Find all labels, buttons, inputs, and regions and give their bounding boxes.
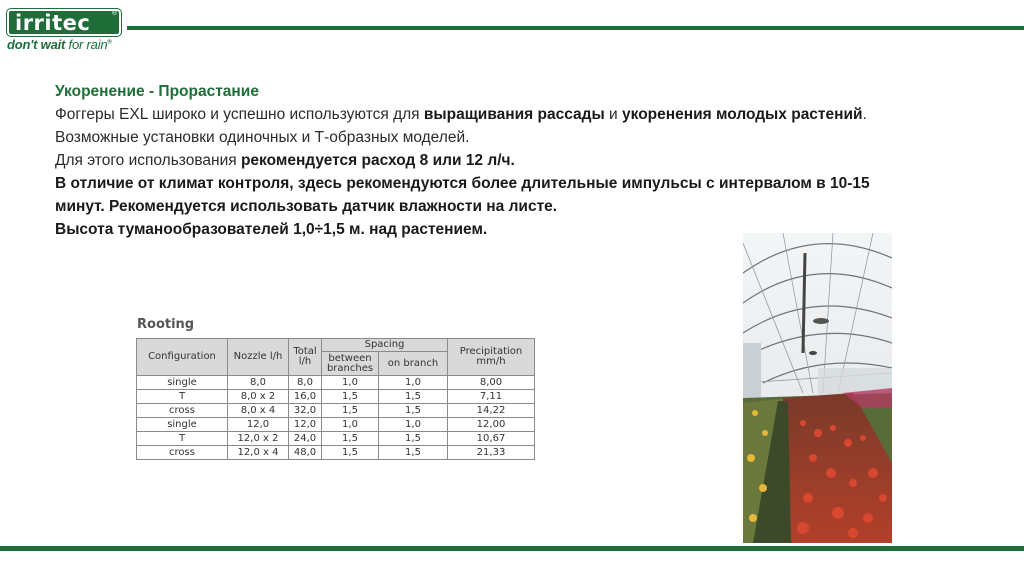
irritec-logo [7,9,121,36]
header-line: mm/h [476,356,506,367]
footer-divider [0,546,1024,551]
text-line: Возможные установки одиночных и Т-образных моделей. [55,129,470,146]
cell-precip: 21,33 [448,446,535,460]
cell-total: 48,0 [289,446,322,460]
cell-precip: 8,00 [448,376,535,390]
cell-config: single [137,376,228,390]
text-line [55,149,985,172]
cell-nozzle: 8,0 x 4 [228,404,289,418]
tagline [7,37,112,52]
header-line: between [328,352,372,364]
cell-precip: 14,22 [448,404,535,418]
cell-between: 1,5 [322,390,379,404]
tagline-bold: don't wait [7,37,66,52]
col-header-total [289,339,322,376]
text-span-bold: выращивания рассады [423,106,605,123]
header-line: l/h [298,356,312,367]
greenhouse-illustration [743,233,892,543]
cell-total: 16,0 [289,390,322,404]
cell-on-branch: 1,5 [379,432,448,446]
cell-total: 32,0 [289,404,322,418]
col-header-spacing: Spacing [322,339,448,352]
cell-precip: 7,11 [448,390,535,404]
text-line: минут. Рекомендуется использовать датчик влажности на листе. [55,198,558,215]
cell-nozzle: 12,0 x 2 [228,432,289,446]
col-header-on-branch: on branch [379,352,448,376]
cell-total: 24,0 [289,432,322,446]
cell-between: 1,5 [322,432,379,446]
table-title: Rooting [137,317,195,332]
table-row [137,390,535,404]
cell-nozzle: 12,0 x 4 [228,446,289,460]
cell-between: 1,5 [322,404,379,418]
cell-between: 1,0 [322,376,379,390]
cell-config: cross [137,446,228,460]
cell-on-branch: 1,5 [379,390,448,404]
cell-nozzle: 8,0 [228,376,289,390]
col-header-configuration: Configuration [137,339,228,376]
logo-registered-mark: ® [111,10,117,17]
cell-on-branch: 1,0 [379,376,448,390]
tagline-rest: for rain [65,37,108,52]
text-span: Фоггеры EXL широко и успешно используются для [55,106,424,123]
greenhouse-photo [743,233,892,543]
cell-on-branch: 1,5 [379,404,448,418]
table-row [137,418,535,432]
cell-precip: 12,00 [448,418,535,432]
rooting-table [136,338,535,460]
col-header-between-branches [322,352,379,376]
cell-nozzle: 12,0 [228,418,289,432]
text-line: Высота туманообразователей 1,0÷1,5 м. над растением. [55,221,488,238]
cell-on-branch: 1,0 [379,418,448,432]
cell-between: 1,0 [322,418,379,432]
cell-nozzle: 8,0 x 2 [228,390,289,404]
text-line [55,103,985,126]
text-span: и [604,106,623,123]
header-line: Precipitation [459,346,523,357]
cell-config: T [137,432,228,446]
cell-between: 1,5 [322,446,379,460]
text-span-bold: укоренения молодых растений [622,106,863,123]
header-divider [127,26,1024,30]
cell-precip: 10,67 [448,432,535,446]
cell-config: single [137,418,228,432]
col-header-nozzle: Nozzle l/h [228,339,289,376]
slide-text [55,80,985,241]
text-line: В отличие от климат контроля, здесь рекомендуются более длительные импульсы с интервалом в 10-15 [55,175,870,192]
text-span: . [862,106,867,123]
cell-total: 12,0 [289,418,322,432]
cell-total: 8,0 [289,376,322,390]
text-span-bold: рекомендуется расход 8 или 12 л/ч. [240,152,515,169]
table-row [137,404,535,418]
header-line: Total [293,346,317,357]
col-header-precipitation [448,339,535,376]
cell-on-branch: 1,5 [379,446,448,460]
logo-text: irritec [15,11,91,35]
table-row [137,446,535,460]
text-span: Для этого использования [55,152,241,169]
slide-heading: Укоренение - Прорастание [55,83,259,100]
cell-config: cross [137,404,228,418]
header-line: branches [326,362,374,374]
cell-config: T [137,390,228,404]
tagline-registered-mark: ® [107,39,112,46]
table-row [137,376,535,390]
table-row [137,432,535,446]
